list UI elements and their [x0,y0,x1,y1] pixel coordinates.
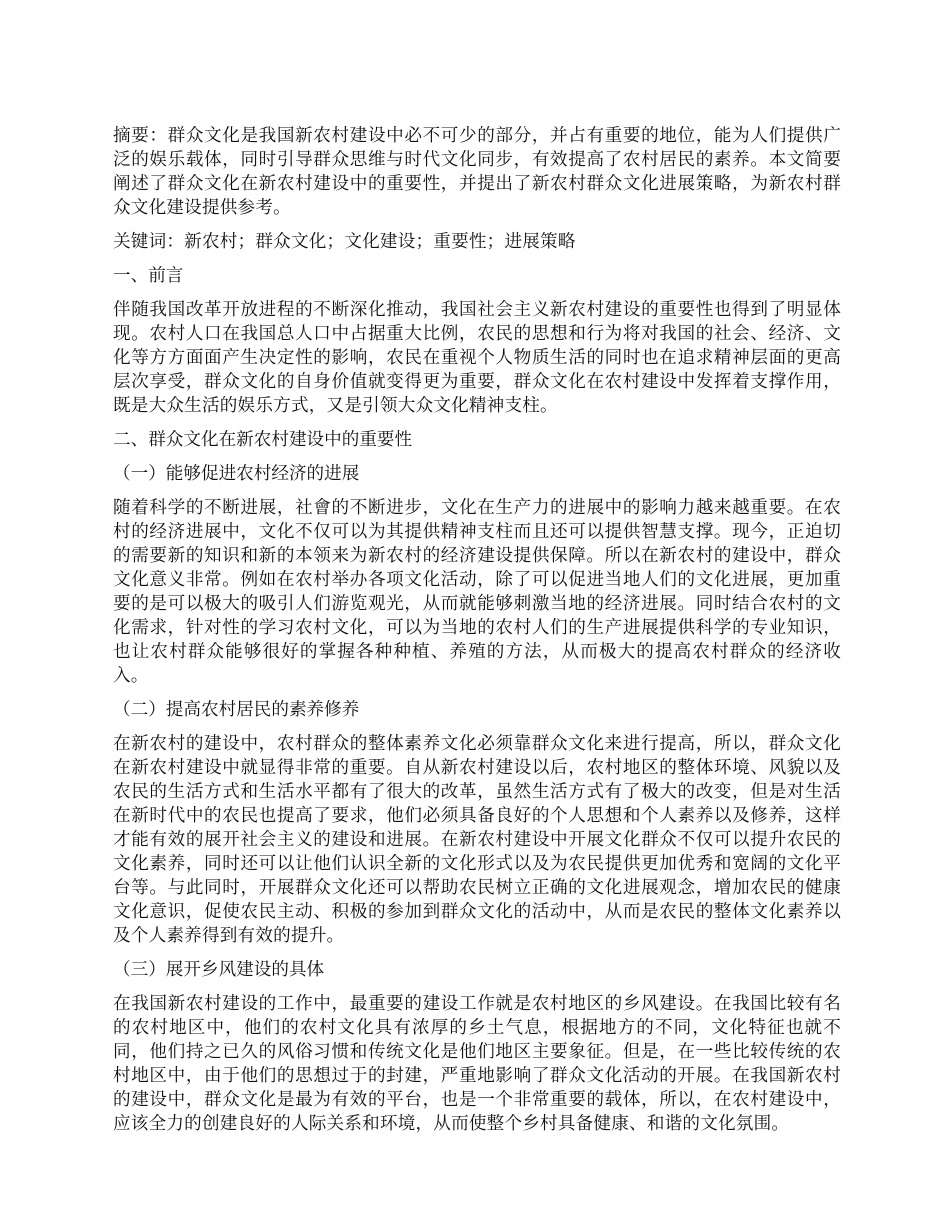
rural-customs-paragraph: 在我国新农村建设的工作中，最重要的建设工作就是农村地区的乡风建设。在我国比较有名的农村地区中，他们的农村文化具有浓厚的乡土气息，根据地方的不同，文化特征也就不同，他们持之已久的风俗习惯和传统文化是他们地区主要象征。但是，在一些比较传统的农村地区中，由于他们的思想过于的封建，严重地影响了群众文化活动的开展。在我国新农村的建设中，群众文化是最为有效的平台，也是一个非常重要的载体，所以，在农村建设中，应该全力的创建良好的人际关系和环境，从而使整个乡村具备健康、和谐的文化氛围。 [113,994,841,1134]
subsection-heading-rural-customs: （三）展开乡风建设的具体 [113,960,325,980]
section-heading-introduction: 一、前言 [113,266,184,286]
abstract-paragraph: 摘要：群众文化是我国新农村建设中必不可少的部分，并占有重要的地位，能为人们提供广泛的娱乐载体，同时引导群众思维与时代文化同步，有效提高了农村居民的素养。本文简要阐述了群众文化在新农村建设中的重要性，并提出了新农村群众文化进展策略，为新农村群众文化建设提供参考。 [113,126,841,218]
introduction-paragraph: 伴随我国改革开放进程的不断深化推动，我国社会主义新农村建设的重要性也得到了明显体现。农村人口在我国总人口中占据重大比例，农民的思想和行为将对我国的社会、经济、文化等方方面面产生决定性的影响，农民在重视个人物质生活的同时也在追求精神层面的更高层次享受，群众文化的自身价值就变得更为重要，群众文化在农村建设中发挥着支撑作用，既是大众生活的娱乐方式，又是引领大众文化精神支柱。 [113,300,841,416]
keywords-paragraph: 关键词：新农村；群众文化；文化建设；重要性；进展策略 [113,232,576,252]
subsection-heading-economy: （一）能够促进农村经济的进展 [113,464,360,484]
economy-paragraph: 随着科学的不断进展，社會的不断进步，文化在生产力的进展中的影响力越来越重要。在农村的经济进展中，文化不仅可以为其提供精神支柱而且还可以提供智慧支撑。现今，正迫切的需要新的知识和新的本领来为新农村的经济建设提供保障。所以在新农村的建设中，群众文化意义非常。例如在农村举办各项文化活动，除了可以促进当地人们的文化进展，更加重要的是可以极大的吸引人们游览观光，从而就能够刺激当地的经济进展。同时结合农村的文化需求，针对性的学习农村文化，可以为当地的农村人们的生产进展提供科学的专业知识，也让农村群众能够很好的掌握各种种植、养殖的方法，从而极大的提高农村群众的经济收入。 [113,498,841,686]
document-page [113,124,841,1146]
subsection-heading-literacy: （二）提高农村居民的素养修养 [113,700,360,720]
literacy-paragraph: 在新农村的建设中，农村群众的整体素养文化必须靠群众文化来进行提高，所以，群众文化在新农村建设中就显得非常的重要。自从新农村建设以后，农村地区的整体环境、风貌以及农民的生活方式和生活水平都有了很大的改革，虽然生活方式有了极大的改变，但是对生活在新时代中的农民也提高了要求，他们必须具备良好的个人思想和个人素养以及修养，这样才能有效的展开社会主义的建设和进展。在新农村建设中开展文化群众不仅可以提升农民的文化素养，同时还可以让他们认识全新的文化形式以及为农民提供更加优秀和宽阔的文化平台等。与此同时，开展群众文化还可以帮助农民树立正确的文化进展观念，增加农民的健康文化意识，促使农民主动、积极的参加到群众文化的活动中，从而是农民的整体文化素养以及个人素养得到有效的提升。 [113,734,841,946]
section-heading-importance: 二、群众文化在新农村建设中的重要性 [113,430,413,450]
